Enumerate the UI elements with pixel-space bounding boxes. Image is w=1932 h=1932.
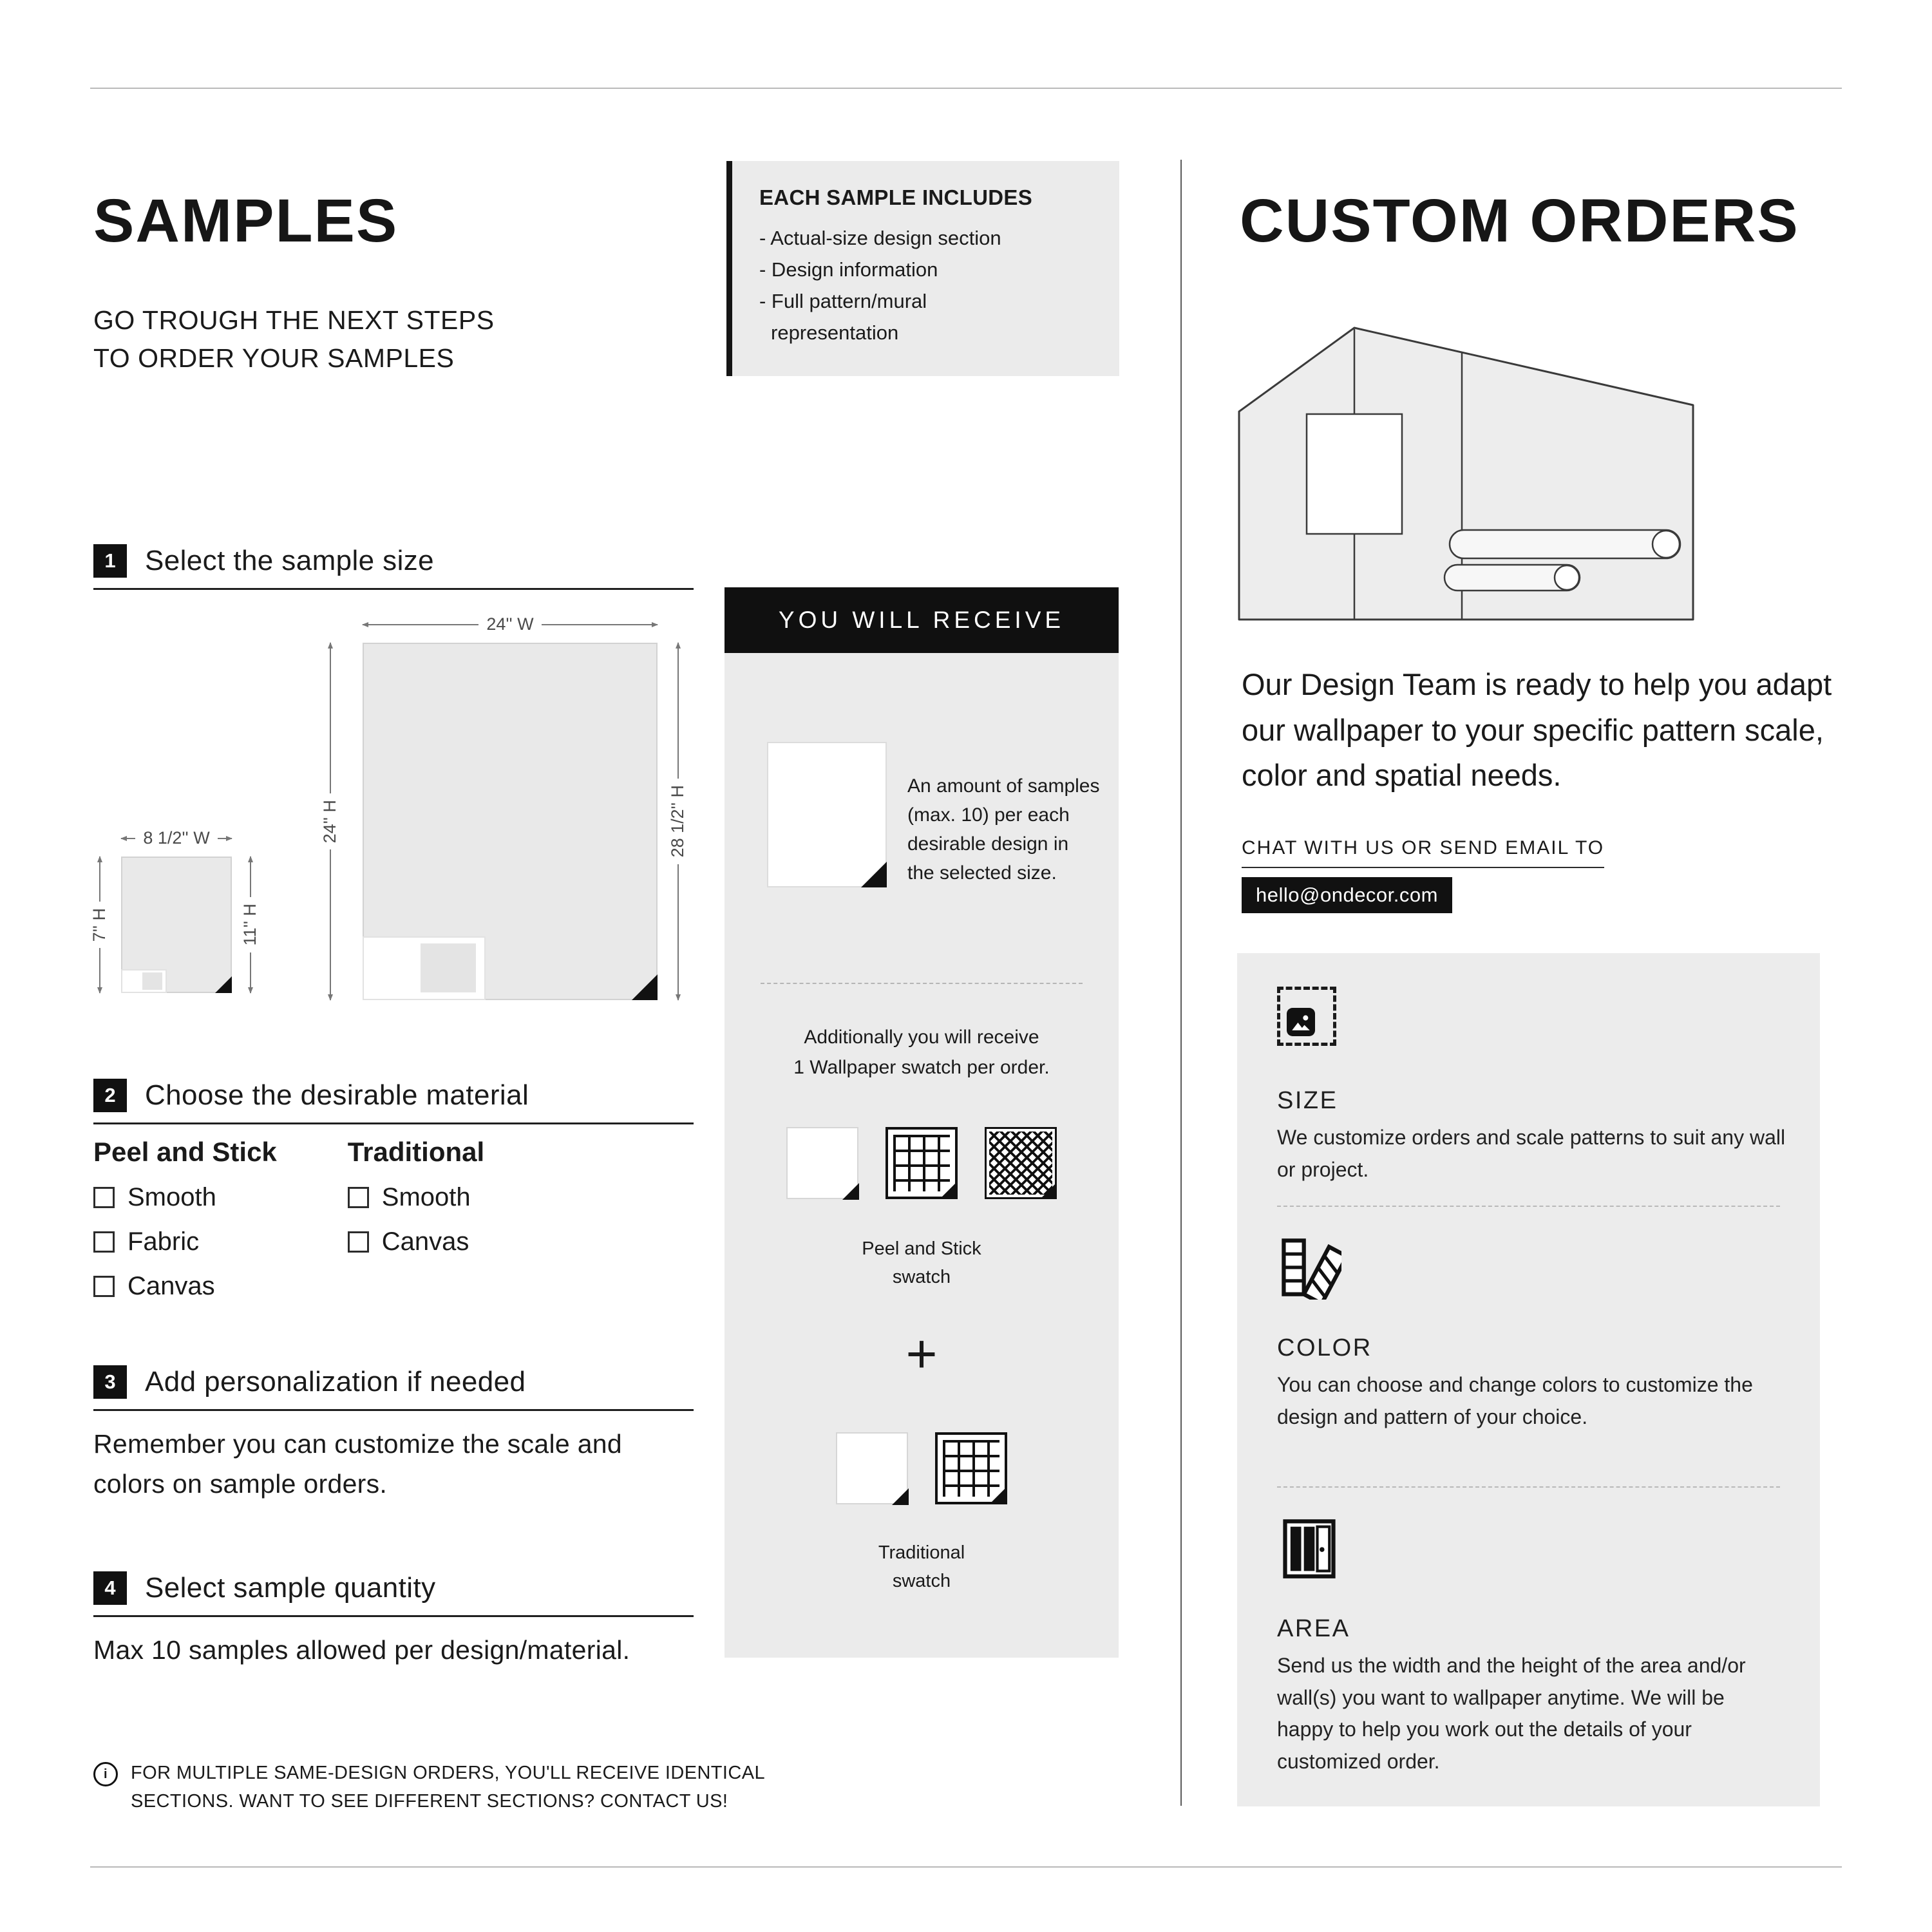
plus-icon: + xyxy=(905,1323,938,1384)
material-column-title: Peel and Stick xyxy=(93,1137,277,1167)
dimension-label: 28 1/2'' H xyxy=(668,785,687,858)
feature-color-name: COLOR xyxy=(1277,1334,1372,1361)
checkbox-icon[interactable] xyxy=(93,1276,115,1297)
dimension-line xyxy=(330,643,331,793)
step-4-label: Select sample quantity xyxy=(145,1572,436,1604)
samples-intro-line1: GO TROUGH THE NEXT STEPS xyxy=(93,305,495,335)
step-3-label: Add personalization if needed xyxy=(145,1366,526,1397)
samples-intro xyxy=(93,301,495,378)
page-fold-corner xyxy=(1040,1182,1057,1199)
checkbox-icon[interactable] xyxy=(348,1187,369,1208)
includes-item: - Full pattern/mural xyxy=(759,289,927,312)
material-column-title: Traditional xyxy=(347,1137,485,1167)
peel-stick-swatch-label-line1: Peel and Stick xyxy=(862,1238,981,1259)
sample-includes-box xyxy=(726,161,1119,376)
feature-area-name: AREA xyxy=(1277,1615,1350,1642)
dashed-divider xyxy=(1277,1486,1780,1488)
page-fold-corner xyxy=(215,976,232,993)
peel-stick-swatch-grid xyxy=(886,1127,958,1199)
samples-intro-line2: TO ORDER YOUR SAMPLES xyxy=(93,343,455,374)
you-will-receive-header: YOU WILL RECEIVE xyxy=(724,587,1119,653)
sample-size-diagram xyxy=(90,605,699,1018)
feature-size-text: We customize orders and scale patterns to suit any wall or project. xyxy=(1277,1126,1786,1181)
step-2-heading xyxy=(93,1079,694,1124)
area-icon xyxy=(1277,1516,1341,1580)
peel-stick-swatch-plain xyxy=(786,1127,858,1199)
dimension-label: 7'' H xyxy=(90,907,109,942)
material-column-peel-and-stick xyxy=(93,1137,277,1301)
dimension-small-height-left xyxy=(90,857,109,993)
custom-orders-intro: Our Design Team is ready to help you adapt our wallpaper to your specific pattern scale, color and spatial needs. xyxy=(1242,667,1832,792)
material-option-label: Smooth xyxy=(381,1183,471,1211)
dimension-line xyxy=(363,624,478,625)
color-swatchbook-icon xyxy=(1277,1235,1341,1300)
dimension-line xyxy=(121,838,135,839)
page-fold-corner xyxy=(842,1183,859,1200)
traditional-swatch-grid xyxy=(935,1432,1007,1504)
page-fold-corner xyxy=(940,1182,957,1198)
custom-orders-title: CUSTOM ORDERS xyxy=(1240,186,1799,255)
samples-title: SAMPLES xyxy=(93,186,399,255)
color-icon xyxy=(1277,1235,1341,1300)
size-icon xyxy=(1277,987,1341,1051)
material-option-label: Smooth xyxy=(128,1183,216,1211)
material-options xyxy=(93,1137,484,1301)
material-option-smooth[interactable] xyxy=(93,1183,277,1212)
custom-orders-features-panel xyxy=(1237,953,1820,1806)
material-option-canvas[interactable] xyxy=(93,1272,277,1301)
sample-sheet-small xyxy=(121,857,232,993)
footnote xyxy=(93,1759,782,1815)
includes-item: representation xyxy=(771,321,899,344)
material-option-canvas[interactable] xyxy=(348,1227,484,1256)
includes-item: - Design information xyxy=(759,258,938,281)
peel-stick-swatch-crosshatch xyxy=(985,1127,1057,1199)
peel-stick-swatch-label-line2: swatch xyxy=(892,1266,951,1287)
dimension-line xyxy=(677,864,679,1000)
step-1-number-badge: 1 xyxy=(93,544,127,578)
dimension-line xyxy=(330,849,331,1000)
checkbox-icon[interactable] xyxy=(93,1231,115,1253)
feature-size-name: SIZE xyxy=(1277,1087,1338,1114)
dimension-line xyxy=(99,948,100,993)
top-divider xyxy=(90,88,1842,89)
traditional-swatch-label xyxy=(724,1539,1119,1595)
dimension-line xyxy=(250,857,251,897)
sample-sheet-large xyxy=(363,643,658,1000)
peel-stick-swatch-row xyxy=(724,1127,1119,1199)
email-badge[interactable]: hello@ondecor.com xyxy=(1242,877,1452,913)
dimension-label: 24'' W xyxy=(486,614,534,634)
column-divider xyxy=(1180,160,1182,1806)
feature-color-text: You can choose and change colors to customize the design and pattern of your choice. xyxy=(1277,1373,1753,1428)
dimension-label: 11'' H xyxy=(240,904,260,946)
dimension-line xyxy=(250,952,251,993)
additional-swatch-text-line1: Additionally you will receive xyxy=(804,1027,1039,1048)
step-4-description: Max 10 samples allowed per design/material. xyxy=(93,1635,630,1665)
dimension-large-height-right xyxy=(668,643,688,1000)
step-2-number-badge: 2 xyxy=(93,1079,127,1112)
page-fold-corner xyxy=(990,1487,1007,1504)
page-fold-corner xyxy=(861,862,887,887)
dashed-divider xyxy=(761,983,1083,984)
material-column-traditional xyxy=(348,1137,484,1301)
dimension-label: 24'' H xyxy=(320,799,339,844)
additional-swatch-text-line2: 1 Wallpaper swatch per order. xyxy=(793,1056,1050,1078)
dashed-selection-icon xyxy=(1277,987,1336,1046)
you-will-receive-panel xyxy=(724,587,1119,1658)
dimension-large-height-left xyxy=(320,643,340,1000)
includes-title: EACH SAMPLE INCLUDES xyxy=(759,185,1033,209)
traditional-swatch-label-line2: swatch xyxy=(892,1570,951,1591)
wall-panels-icon xyxy=(1277,1516,1341,1580)
material-option-fabric[interactable] xyxy=(93,1227,277,1256)
chat-with-us-label: CHAT WITH US OR SEND EMAIL TO xyxy=(1242,837,1604,868)
sample-section-preview-inner xyxy=(142,972,162,990)
peel-stick-swatch-label xyxy=(724,1235,1119,1291)
dimension-small-height-right xyxy=(240,857,260,993)
footnote-text: FOR MULTIPLE SAME-DESIGN ORDERS, YOU'LL RECEIVE IDENTICAL SECTIONS. WANT TO SEE DIFFERENT SECTIONS? CONTACT US! xyxy=(131,1763,764,1812)
traditional-swatch-label-line1: Traditional xyxy=(878,1542,965,1563)
step-4-number-badge: 4 xyxy=(93,1571,127,1605)
checkbox-icon[interactable] xyxy=(93,1187,115,1208)
step-4-heading xyxy=(93,1571,694,1617)
dimension-large-width xyxy=(363,614,658,634)
sample-section-preview-inner xyxy=(421,943,476,992)
material-option-label: Canvas xyxy=(128,1272,215,1300)
step-3-description: Remember you can customize the scale and colors on sample orders. xyxy=(93,1429,623,1499)
material-option-label: Canvas xyxy=(381,1227,469,1256)
step-1-heading xyxy=(93,544,694,590)
wallpaper-install-illustration xyxy=(1237,325,1696,626)
feature-area-text: Send us the width and the height of the area and/or wall(s) you want to wallpaper anytime. We will be happy to help you work out the details of your customized order. xyxy=(1277,1654,1746,1773)
dimension-small-width xyxy=(121,828,232,848)
dimension-line xyxy=(99,857,100,902)
sample-section-preview xyxy=(363,936,486,1000)
step-2-label: Choose the desirable material xyxy=(145,1079,529,1111)
dashed-divider xyxy=(1277,1206,1780,1207)
page-fold-corner xyxy=(632,974,658,1000)
sample-sheet-icon xyxy=(767,742,887,887)
image-icon xyxy=(1287,1008,1315,1036)
step-3-heading xyxy=(93,1365,694,1411)
traditional-swatch-plain xyxy=(836,1432,908,1504)
page-fold-corner xyxy=(892,1488,909,1505)
additional-swatch-text xyxy=(724,1023,1119,1083)
material-option-smooth[interactable] xyxy=(348,1183,484,1212)
dimension-line xyxy=(218,838,232,839)
material-option-label: Fabric xyxy=(128,1227,200,1256)
samples-amount-text: An amount of samples (max. 10) per each desirable design in the selected size. xyxy=(907,775,1100,884)
dimension-line xyxy=(677,643,679,779)
dimension-label: 8 1/2'' W xyxy=(143,828,210,848)
step-3-number-badge: 3 xyxy=(93,1365,127,1399)
dimension-line xyxy=(542,624,658,625)
traditional-swatch-row xyxy=(724,1432,1119,1504)
bottom-divider xyxy=(90,1866,1842,1868)
step-1-label: Select the sample size xyxy=(145,545,435,576)
info-icon: i xyxy=(93,1762,118,1786)
checkbox-icon[interactable] xyxy=(348,1231,369,1253)
includes-item: - Actual-size design section xyxy=(759,227,1001,249)
sample-section-preview xyxy=(121,969,167,993)
